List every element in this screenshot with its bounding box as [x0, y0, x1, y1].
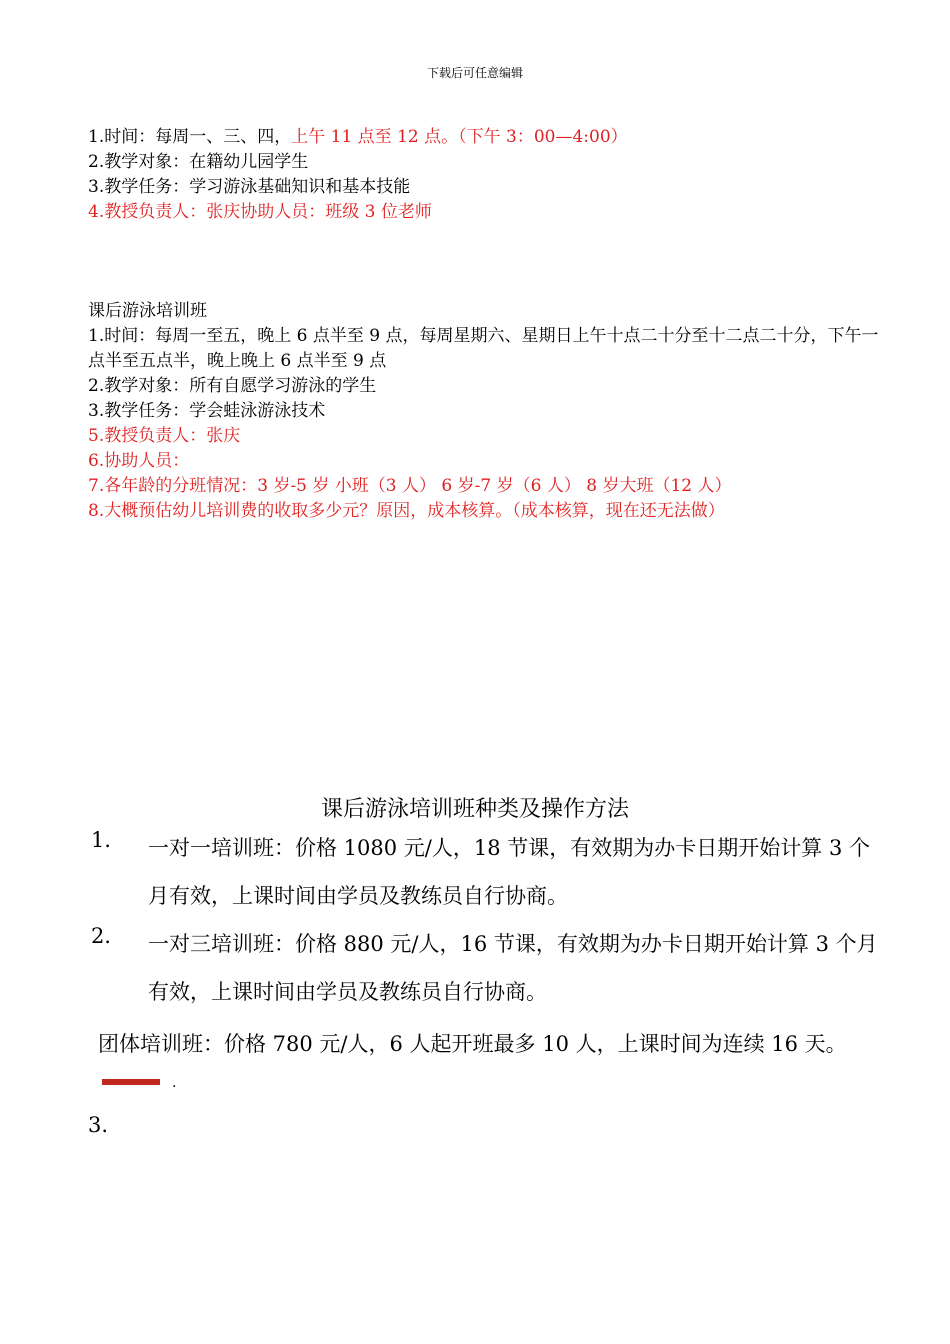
team-class-paragraph — [88, 1026, 880, 1101]
list-text: 一对一培训班：价格 1080 元/人，18 节课，有效期为办卡日期开始计算 3 个月有效，上课时间由学员及教练员自行协商。 — [148, 836, 870, 908]
section-kindergarten — [88, 125, 888, 225]
list-item — [88, 824, 880, 920]
line-time-prefix: 1.时间：每周一、三、四， — [88, 127, 292, 147]
list-number: 1． — [91, 828, 126, 852]
line-time: 1.时间：每周一至五，晚上 6 点半至 9 点，每周星期六、星期日上午十点二十分至十二点二十分，下午一点半至五点半，晚上晚上 6 点半至 9 点 — [88, 326, 879, 371]
line-target: 2.教学对象：在籍幼儿园学生 — [88, 152, 309, 172]
team-class-text: 团体培训班：价格 780 元/人，6 人起开班最多 10 人，上课时间为连续 16 天。 — [98, 1032, 847, 1056]
line-target: 2.教学对象：所有自愿学习游泳的学生 — [88, 376, 377, 396]
list-number-3: 3. — [88, 1113, 109, 1137]
trailing-dot: . — [172, 1075, 177, 1091]
page-header: 下载后可任意编辑 — [426, 66, 523, 80]
list-item — [88, 920, 880, 1016]
list-text: 一对三培训班：价格 880 元/人，16 节课，有效期为办卡日期开始计算 3 个月有效，上课时间由学员及教练员自行协商。 — [148, 932, 878, 1004]
line-owner: 5.教授负责人：张庆 — [88, 426, 241, 446]
section-class-types — [88, 824, 880, 1145]
line-task: 3.教学任务：学会蛙泳游泳技术 — [88, 401, 326, 421]
section-after-school — [88, 299, 888, 524]
red-bar-mark — [102, 1079, 160, 1085]
line-time-red: 上午 11 点至 12 点。（下午 3：00—4:00） — [291, 127, 628, 147]
line-time — [88, 125, 888, 150]
section-heading: 课后游泳培训班 — [88, 301, 207, 321]
line-class-groups: 7.各年龄的分班情况：3 岁-5 岁 小班（3 人） 6 岁-7 岁（6 人） 8 岁大班（12 人） — [88, 476, 732, 496]
list-number: 2． — [91, 924, 126, 948]
line-task: 3.教学任务：学习游泳基础知识和基本技能 — [88, 177, 411, 197]
page-title: 课后游泳培训班种类及操作方法 — [320, 797, 629, 822]
line-fee-estimate: 8.大概预估幼儿培训费的收取多少元？原因，成本核算。（成本核算，现在还无法做） — [88, 501, 725, 521]
line-assistants: 6.协助人员： — [88, 451, 190, 471]
line-owner: 4.教授负责人：张庆协助人员：班级 3 位老师 — [88, 202, 432, 222]
